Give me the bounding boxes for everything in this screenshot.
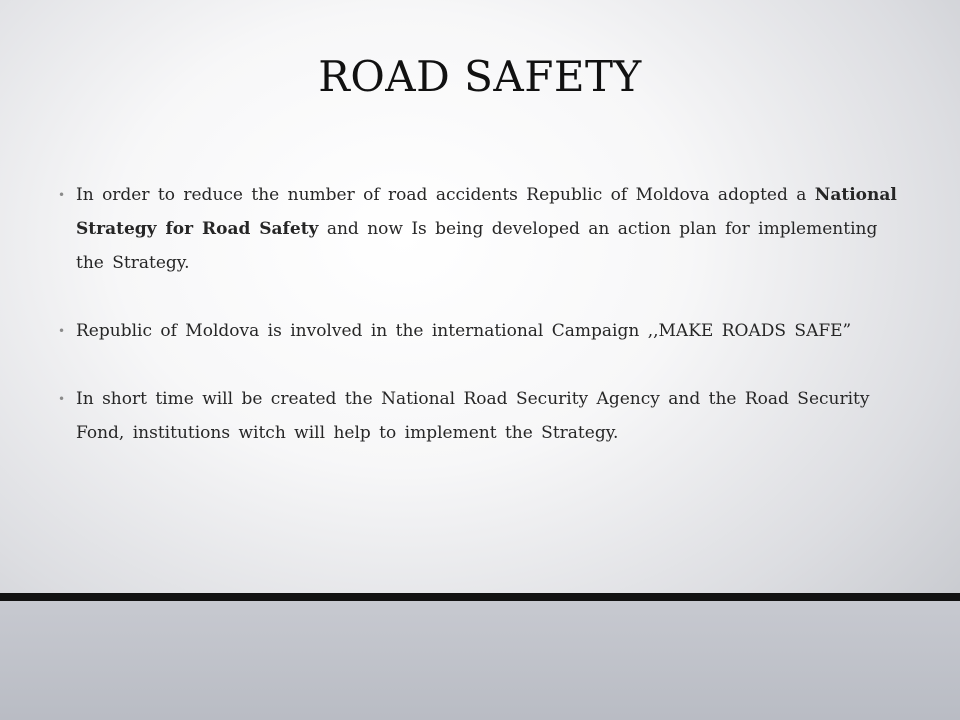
bullet-icon: • — [58, 392, 66, 406]
bullet-icon: • — [58, 188, 66, 202]
bullet-list — [58, 178, 898, 484]
slide-divider-line — [0, 593, 960, 601]
bullet-item-agency — [58, 382, 898, 450]
bullet-icon: • — [58, 324, 66, 338]
bullet-item-campaign — [58, 314, 898, 348]
bullet-text: Republic of Moldova is involved in the international Campaign ,,MAKE ROADS SAFE” — [76, 321, 852, 341]
slide-title: ROAD SAFETY — [318, 52, 642, 101]
slide-footer-band — [0, 601, 960, 720]
bullet-text: and now Is being developed an action plan for implementing the Strategy. — [76, 219, 878, 273]
bullet-text: In short time will be created the National Road Security Agency and the Road Security Fond, institutions witch will help to implement the Strategy. — [76, 389, 870, 443]
bullet-bold-text: National Strategy for Road Safety — [76, 185, 897, 239]
bullet-text: In order to reduce the number of road accidents Republic of Moldova adopted a — [76, 185, 815, 205]
bullet-item-strategy — [58, 178, 898, 280]
